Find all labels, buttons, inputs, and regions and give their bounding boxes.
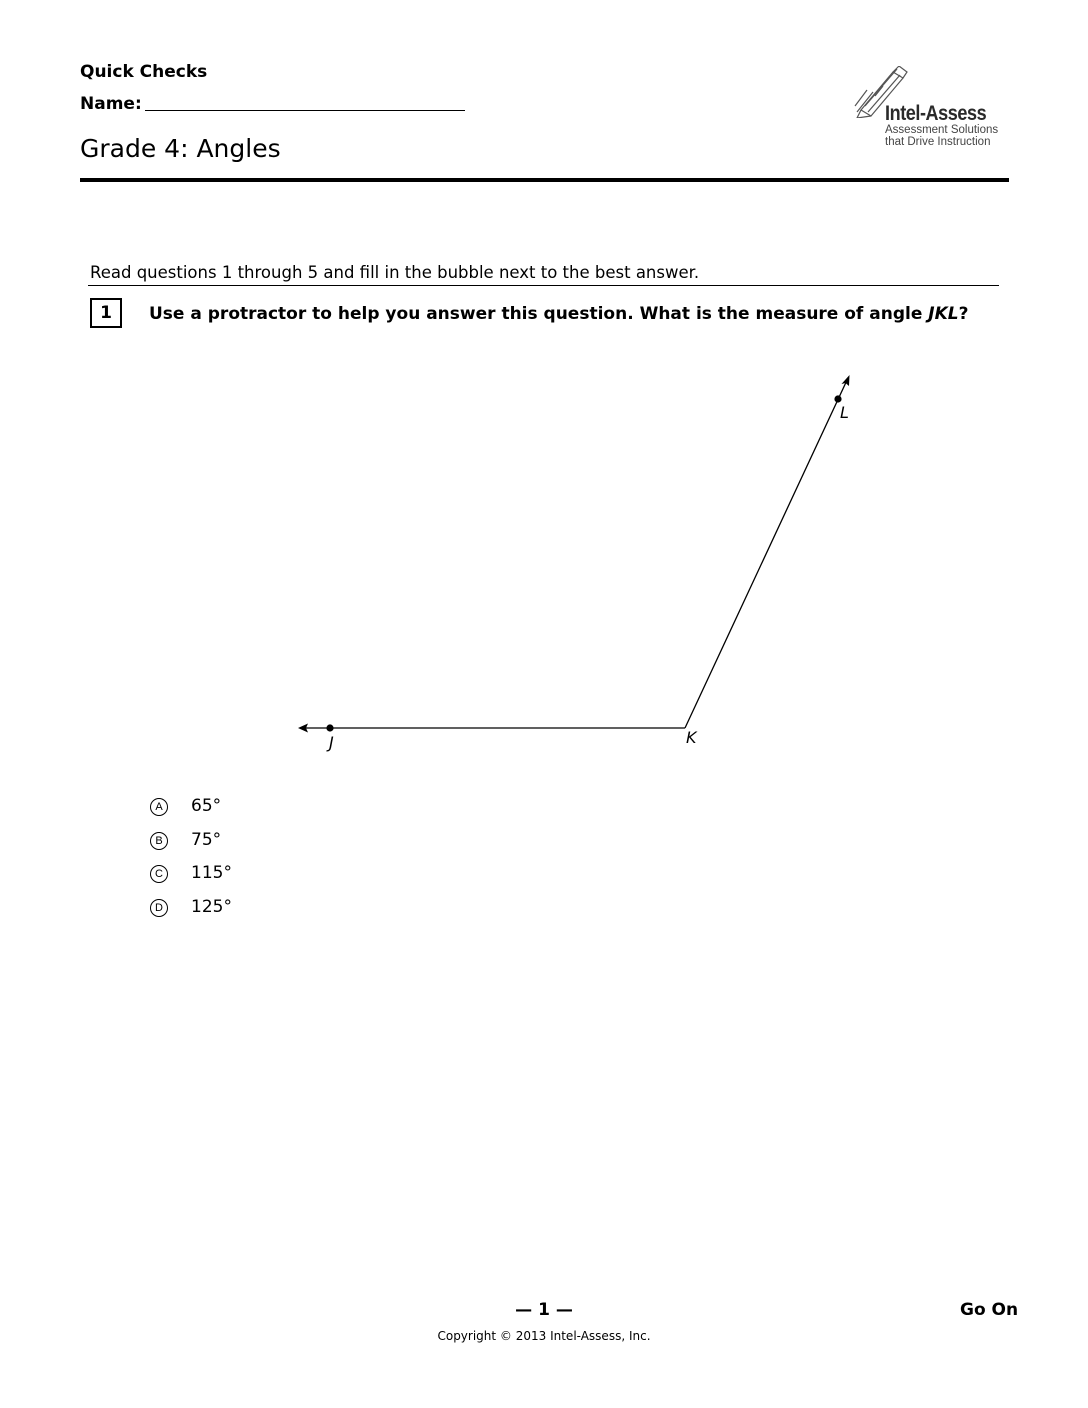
label-j: J xyxy=(329,733,334,752)
copyright: Copyright © 2013 Intel-Assess, Inc. xyxy=(437,1329,651,1343)
question-angle-name: JKL xyxy=(928,304,959,324)
label-k: K xyxy=(686,728,697,747)
question-text-end: ? xyxy=(958,304,969,324)
instructions: Read questions 1 through 5 and fill in the bubble next to the best answer. xyxy=(90,263,700,282)
question-text-main: Use a protractor to help you answer this question. What is the measure of angle xyxy=(149,304,923,324)
page-title: Grade 4: Angles xyxy=(80,134,281,163)
point-j xyxy=(326,724,333,731)
logo-brand: Intel-Assess xyxy=(885,102,987,125)
choice-d-text: 125° xyxy=(191,897,232,917)
ray-kl xyxy=(685,378,848,728)
label-l: L xyxy=(840,403,849,422)
name-label: Name: xyxy=(80,94,142,114)
go-on-label: Go On xyxy=(960,1300,1019,1320)
logo-tagline-2: that Drive Instruction xyxy=(885,136,991,148)
bubble-a[interactable]: A xyxy=(150,798,168,816)
bubble-c[interactable]: C xyxy=(150,865,168,883)
question-number: 1 xyxy=(90,298,122,328)
choice-c-text: 115° xyxy=(191,863,232,883)
quick-checks-label: Quick Checks xyxy=(80,62,208,82)
choice-b-text: 75° xyxy=(191,830,222,850)
page-number: — 1 — xyxy=(515,1300,573,1320)
choice-a-text: 65° xyxy=(191,796,222,816)
bubble-b[interactable]: B xyxy=(150,832,168,850)
bubble-d[interactable]: D xyxy=(150,899,168,917)
point-l xyxy=(834,395,841,402)
logo-tagline-1: Assessment Solutions xyxy=(885,124,999,136)
